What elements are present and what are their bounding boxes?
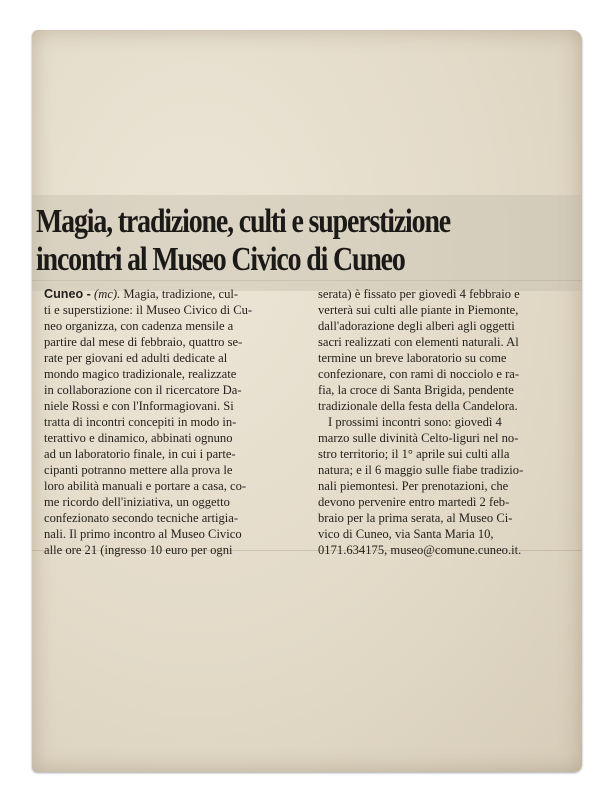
column-line: fia, la croce di Santa Brigida, pendente	[318, 383, 514, 397]
column-line: stro territorio; il 1° aprile sui culti alla	[318, 447, 510, 461]
author-initials: (mc).	[94, 287, 121, 301]
column-line: alle ore 21 (ingresso 10 euro per ogni	[44, 543, 233, 557]
column-line	[44, 286, 290, 302]
column-line: tratta di incontri concepiti in modo in-	[44, 415, 237, 429]
column-line: nali piemontesi. Per prenotazioni, che	[318, 479, 509, 493]
column-line: me ricordo dell'iniziativa, un oggetto	[44, 495, 230, 509]
dateline: Cuneo -	[44, 287, 91, 301]
column-line: marzo sulle divinità Celto-liguri nel no-	[318, 431, 519, 445]
article-column-left	[44, 286, 290, 558]
column-line: natura; e il 6 maggio sulle fiabe tradizio-	[318, 463, 524, 477]
column-line: ad un laboratorio finale, in cui i parte-	[44, 447, 236, 461]
column-line: serata) è fissato per giovedì 4 febbraio e	[318, 287, 520, 301]
column-line: 0171.634175, museo@comune.cuneo.it.	[318, 543, 522, 557]
column-line: I prossimi incontri sono: giovedì 4	[328, 415, 502, 429]
column-line: mondo magico tradizionale, realizzate	[44, 367, 237, 381]
column-line: confezionato secondo tecniche artigia-	[44, 511, 239, 525]
column-line: in collaborazione con il ricercatore Da-	[44, 383, 242, 397]
headline-line-1: Magia, tradizione, culti e superstizione	[36, 203, 451, 240]
column-line: loro abilità manuali e portare a casa, co-	[44, 479, 247, 493]
column-line: neo organizza, con cadenza mensile a	[44, 319, 234, 333]
column-line-text: Magia, tradizione, cul-	[123, 287, 239, 301]
article-column-right	[318, 286, 574, 558]
column-line: vico di Cuneo, via Santa Maria 10,	[318, 527, 494, 541]
column-line: dall'adorazione degli alberi agli oggetti	[318, 319, 515, 333]
column-line: termine un breve laboratorio su come	[318, 351, 507, 365]
column-line: confezionare, con rami di nocciolo e ra-	[318, 367, 520, 381]
article-headline	[32, 195, 582, 291]
newspaper-clipping	[32, 30, 582, 772]
column-line: nali. Il primo incontro al Museo Civico	[44, 527, 242, 541]
column-line: partire dal mese di febbraio, quattro se-	[44, 335, 243, 349]
column-line: verterà sui culti alle piante in Piemonte,	[318, 303, 519, 317]
column-line: sacri realizzati con elementi naturali. Al	[318, 335, 519, 349]
column-line: tradizionale della festa della Candelora.	[318, 399, 518, 413]
column-line: rate per giovani ed adulti dedicate al	[44, 351, 228, 365]
column-line: niele Rossi e con l'Informagiovani. Si	[44, 399, 234, 413]
column-line: braio per la prima serata, al Museo Ci-	[318, 511, 513, 525]
column-line: devono pervenire entro martedì 2 feb-	[318, 495, 510, 509]
column-line: cipanti potranno mettere alla prova le	[44, 463, 233, 477]
column-line: ti e superstizione: il Museo Civico di Cu-	[44, 303, 253, 317]
headline-line-2: incontri al Museo Civico di Cuneo	[36, 241, 405, 278]
column-line: terattivo e dinamico, abbinati ognuno	[44, 431, 233, 445]
